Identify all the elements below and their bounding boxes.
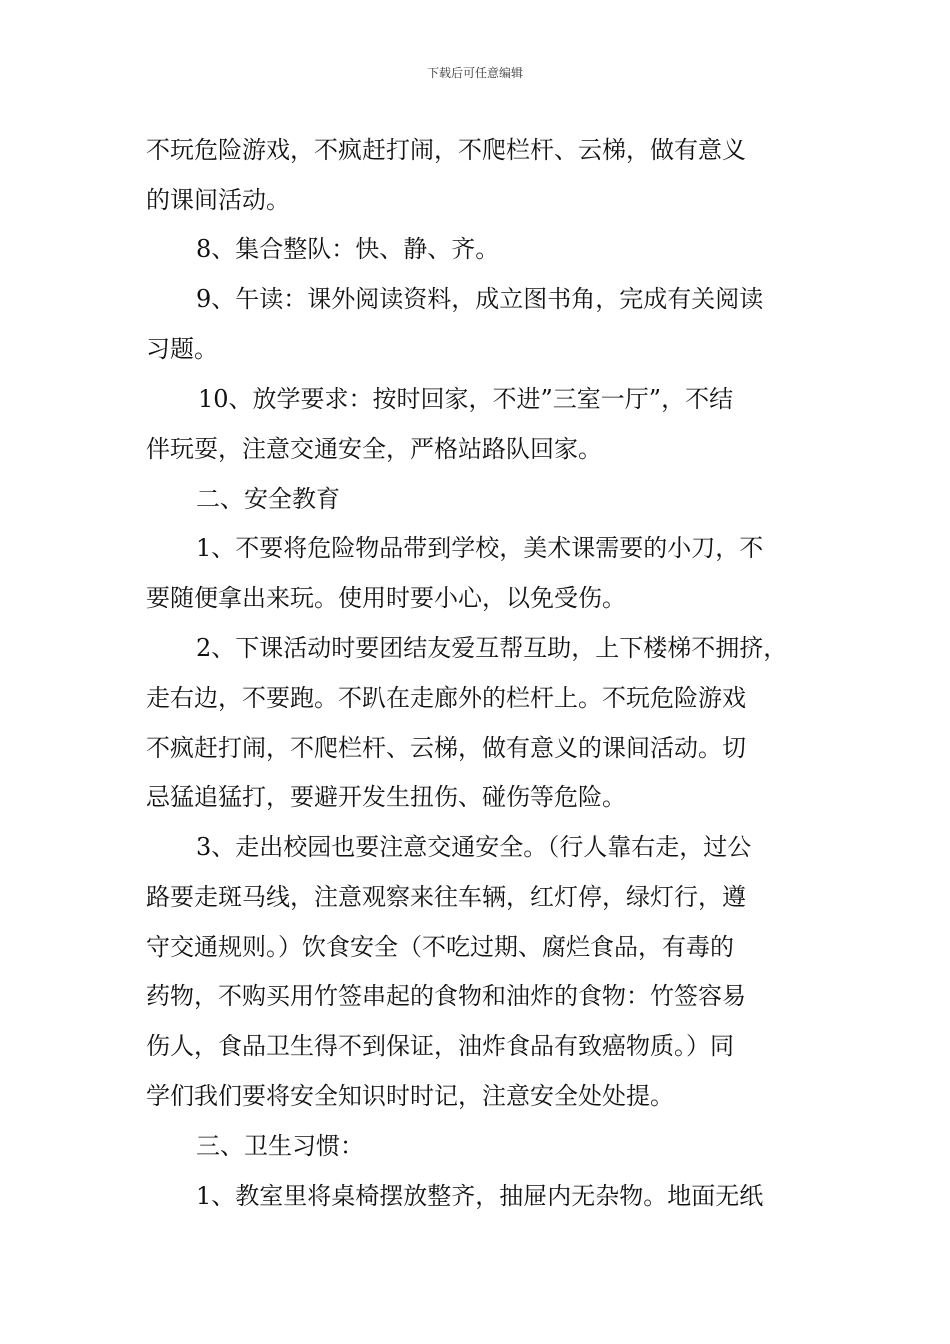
text-line: 伤人，食品卫生得不到保证，油炸食品有致癌物质。）同 [146, 1032, 734, 1060]
text-line: 2、下课活动时要团结友爱互帮互助，上下楼梯不拥挤， [196, 634, 788, 662]
text-line: 守交通规则。）饮食安全（不吃过期、腐烂食品，有毒的 [146, 933, 734, 961]
text-line: 要随便拿出来玩。使用时要小心，以免受伤。 [146, 584, 626, 612]
text-line: 的课间活动。 [146, 186, 290, 214]
text-line: 不疯赶打闹，不爬栏杆、云梯，做有意义的课间活动。切 [146, 734, 746, 762]
text-line: 忌猛追猛打，要避开发生扭伤、碰伤等危险。 [146, 783, 626, 811]
text-line: 走右边，不要跑。不趴在走廊外的栏杆上。不玩危险游戏 [146, 684, 746, 712]
text-line: 9、午读：课外阅读资料，成立图书角，完成有关阅读 [196, 285, 764, 313]
text-line: 10、放学要求：按时回家，不进”三室一厅”，不结 [198, 385, 734, 413]
text-line: 1、教室里将桌椅摆放整齐，抽屉内无杂物。地面无纸 [196, 1182, 764, 1210]
page-header-watermark: 下载后可任意编辑 [426, 66, 523, 80]
section-heading: 二、安全教育 [196, 485, 340, 513]
text-line: 3、走出校园也要注意交通安全。（行人靠右走，过公 [196, 833, 752, 861]
section-heading: 三、卫生习惯： [196, 1132, 364, 1160]
text-line: 不玩危险游戏，不疯赶打闹，不爬栏杆、云梯，做有意义 [146, 136, 746, 164]
text-line: 路要走斑马线，注意观察来往车辆，红灯停，绿灯行，遵 [146, 883, 746, 911]
text-line: 药物，不购买用竹签串起的食物和油炸的食物：竹签容易 [146, 982, 746, 1010]
text-line: 学们我们要将安全知识时时记，注意安全处处提。 [146, 1082, 674, 1110]
text-line: 伴玩耍，注意交通安全，严格站路队回家。 [146, 435, 602, 463]
text-line: 1、不要将危险物品带到学校，美术课需要的小刀，不 [196, 534, 764, 562]
text-line: 8、集合整队：快、静、齐。 [196, 235, 500, 263]
text-line: 习题。 [146, 335, 218, 363]
